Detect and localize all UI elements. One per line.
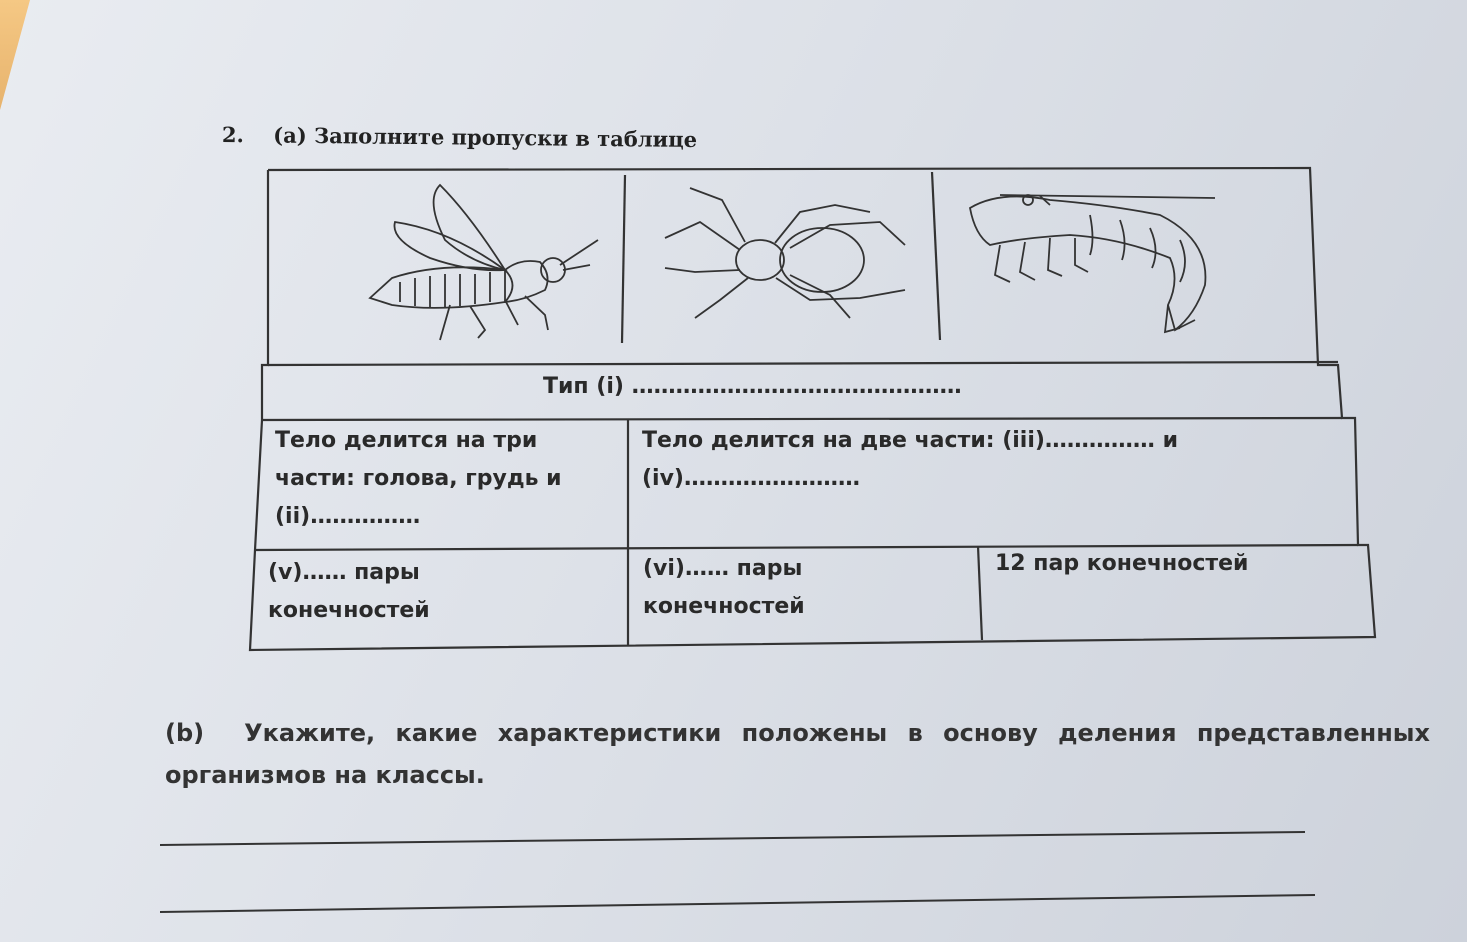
limbs-spider-line-2: конечностей	[643, 594, 805, 619]
limbs-cell-shrimp	[995, 545, 1248, 583]
limbs-cell-spider	[643, 550, 805, 626]
limbs-insect-line-2: конечностей	[268, 598, 430, 623]
three-part-line-3: (ii)……………	[275, 504, 421, 529]
question-number: 2.	[221, 122, 245, 148]
three-part-body-cell	[275, 422, 562, 536]
limbs-cell-insect	[268, 554, 430, 630]
part-b	[165, 712, 1430, 796]
type-row-text: Тип (i) ………………………………………	[543, 374, 962, 399]
part-b-label: (b)	[165, 719, 205, 747]
limbs-spider-line-1: (vi)…… пары	[643, 556, 803, 581]
limbs-insect-line-1: (v)…… пары	[268, 560, 420, 585]
two-part-body-cell	[642, 422, 1178, 498]
part-a-heading: (а) Заполните пропуски в таблице	[273, 122, 698, 152]
spider-drawing-icon	[665, 188, 905, 318]
shrimp-drawing-icon	[970, 195, 1215, 332]
answer-line-1	[160, 832, 1305, 845]
three-part-line-1: Тело делится на три	[275, 428, 538, 453]
insect-drawing-icon	[370, 185, 598, 340]
limbs-shrimp-line-1: 12 пар конечностей	[995, 551, 1249, 576]
two-part-line-1: Тело делится на две части: (iii)…………… и	[642, 428, 1179, 453]
answer-line-2	[160, 895, 1315, 912]
part-b-text: Укажите, какие характеристики положены в основу деления представленных организмов на классы.	[165, 719, 1430, 789]
three-part-line-2: части: голова, грудь и	[275, 466, 562, 491]
two-part-line-2: (iv)……………………	[642, 466, 860, 491]
